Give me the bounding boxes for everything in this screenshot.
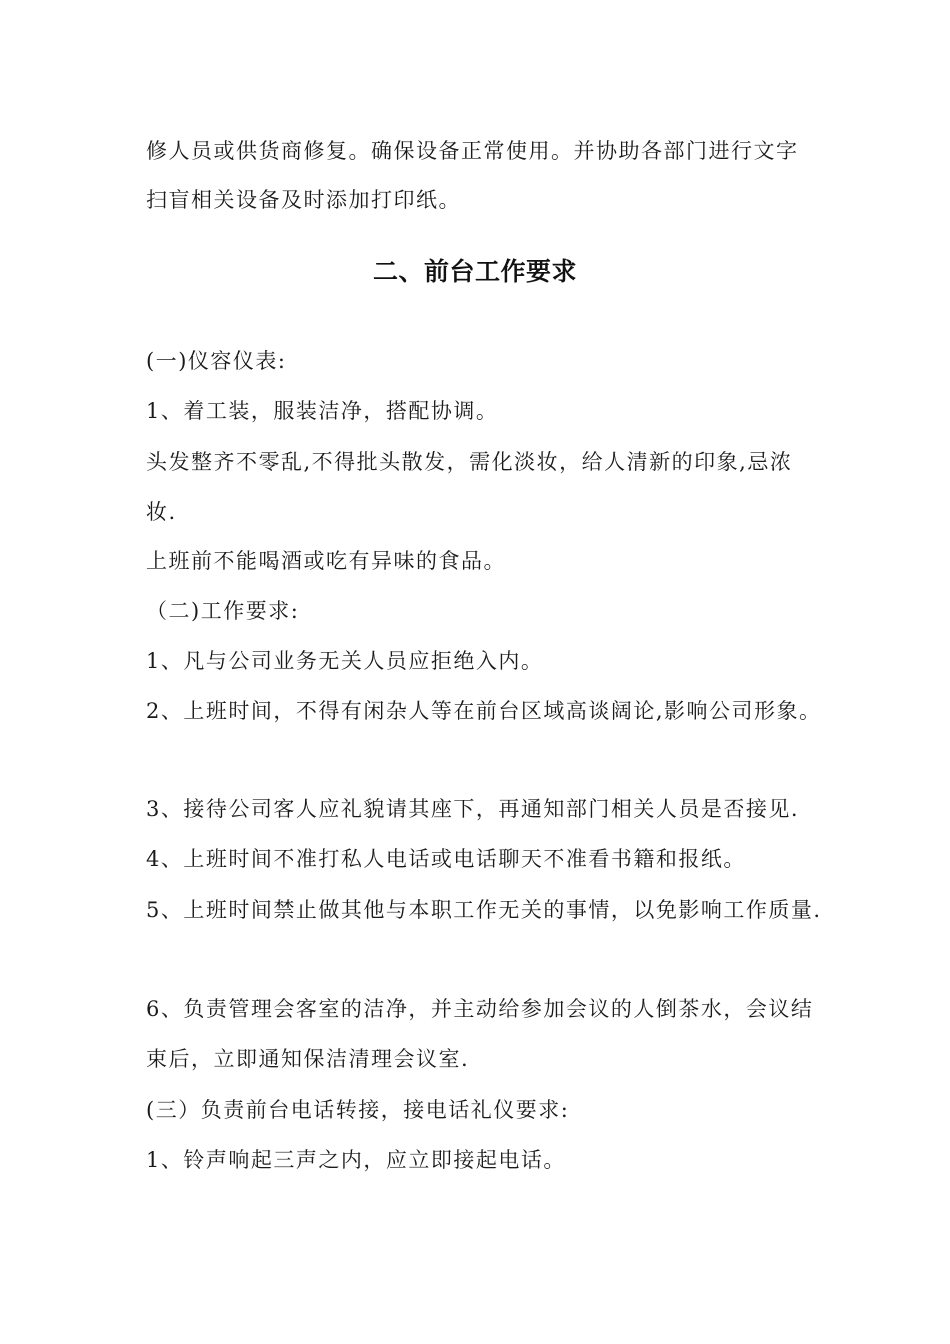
body-line: 束后，立即通知保洁清理会议室. [146,1047,470,1071]
body-line: 1、凡与公司业务无关人员应拒绝入内。 [146,649,544,673]
body-line: (一)仪容仪表: [146,349,287,373]
intro-line: 扫盲相关设备及时添加打印纸。 [146,188,461,212]
body-line: 妆. [146,500,177,524]
body-line: 3、接待公司客人应礼貌请其座下，再通知部门相关人员是否接见. [146,797,800,821]
intro-line: 修人员或供货商修复。确保设备正常使用。并协助各部门进行文字 [146,139,799,163]
body-line: 1、铃声响起三声之内，应立即接起电话。 [146,1148,566,1172]
body-line: （二)工作要求: [146,599,300,623]
body-line: 上班前不能喝酒或吃有异味的食品。 [146,549,506,573]
body-line: 2、上班时间，不得有闲杂人等在前台区域高谈阔论,影响公司形象。 [146,699,822,723]
body-line: 5、上班时间禁止做其他与本职工作无关的事情，以免影响工作质量. [146,898,822,922]
body-line: 6、负责管理会客室的洁净，并主动给参加会议的人倒茶水，会议结 [146,997,814,1021]
section-heading: 二、前台工作要求 [372,257,577,286]
body-line: (三）负责前台电话转接，接电话礼仪要求: [146,1098,570,1122]
body-line: 4、上班时间不准打私人电话或电话聊天不准看书籍和报纸。 [146,847,746,871]
body-line: 1、着工装，服装洁净，搭配协调。 [146,399,499,423]
body-line: 头发整齐不零乱,不得批头散发，需化淡妆，给人清新的印象,忌浓 [146,450,793,474]
